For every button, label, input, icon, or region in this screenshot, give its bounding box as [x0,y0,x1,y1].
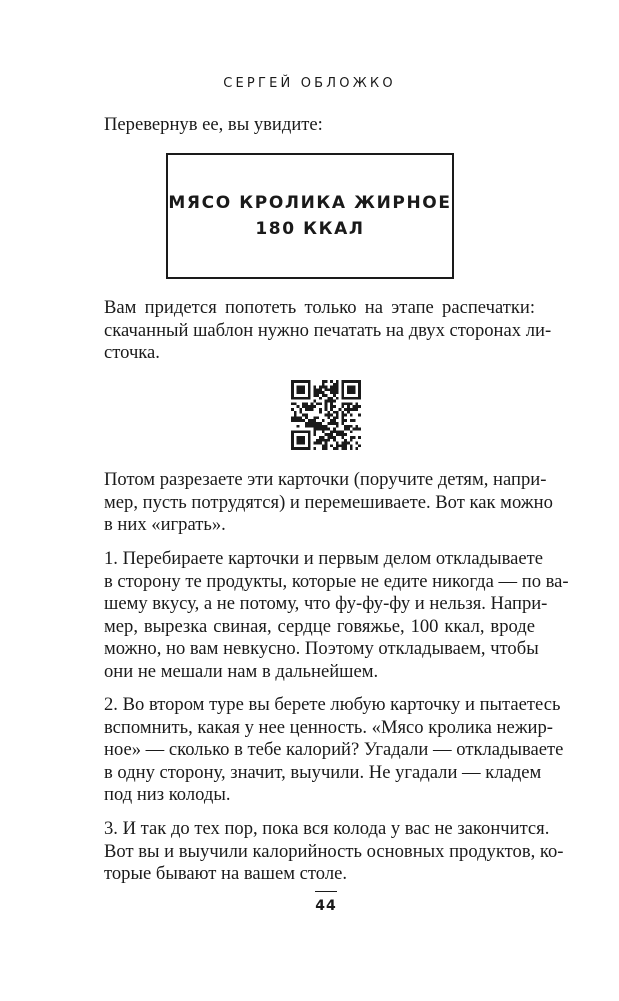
step-1-paragraph [104,548,569,684]
cut-note-paragraph [104,469,553,537]
text-line: 3. И так до тех пор, пока вся колода у вас не закончится. [104,818,550,839]
text-line: сточка. [104,342,160,364]
qr-code-icon [291,380,361,450]
step-3-paragraph [104,818,564,886]
text-line: вспомнить, какая у нее ценность. «Мясо кролика нежир- [104,716,554,738]
text-line: 1. Перебираете карточки и первым делом откладываете [104,548,544,569]
text-line: Вот вы и выучили калорийность основных продуктов, ко- [104,840,564,862]
text-line: 2. Во втором туре вы берете любую карточку и пытаетесь [104,694,561,715]
text-line: можно, но вам невкусно. Поэтому откладываем, чтобы [104,638,539,660]
flashcard-calories: 180 ККАЛ [255,219,365,239]
print-note-paragraph [104,297,552,365]
text-line: в одну сторону, значит, выучили. Не угадали — кладем [104,761,542,783]
text-line: Перевернув ее, вы увидите: [104,114,323,135]
text-line: Вам придется попотеть только на этапе распечатки: [104,297,535,318]
flashcard-back [166,153,454,279]
flashcard-product: МЯСО КРОЛИКА ЖИРНОЕ [168,193,452,213]
text-line: скачанный шаблон нужно печатать на двух сторонах ли- [104,319,552,341]
text-line: мер, вырезка свиная, сердце говяжье, 100 ккал, вроде [104,615,535,637]
text-line: шему вкусу, а не потому, что фу-фу-фу и нельзя. Напри- [104,593,548,615]
text-line: ное» — сколько в тебе калорий? Угадали — откладываете [104,739,564,761]
text-line: в них «играть». [104,514,226,536]
intro-paragraph [104,114,535,137]
running-head: СЕРГЕЙ ОБЛОЖКО [223,76,396,91]
text-line: Потом разрезаете эти карточки (поручите детям, напри- [104,469,547,490]
text-line: под низ колоды. [104,784,231,806]
text-line: мер, пусть потрудятся) и перемешиваете. Вот как можно [104,491,553,513]
text-line: торые бывают на вашем столе. [104,863,348,885]
step-2-paragraph [104,694,564,807]
page-number-rule [315,891,337,892]
text-line: они не мешали нам в дальнейшем. [104,660,379,682]
page-number: 44 [315,898,337,914]
text-line: в сторону те продукты, которые не едите никогда — по ва- [104,570,569,592]
